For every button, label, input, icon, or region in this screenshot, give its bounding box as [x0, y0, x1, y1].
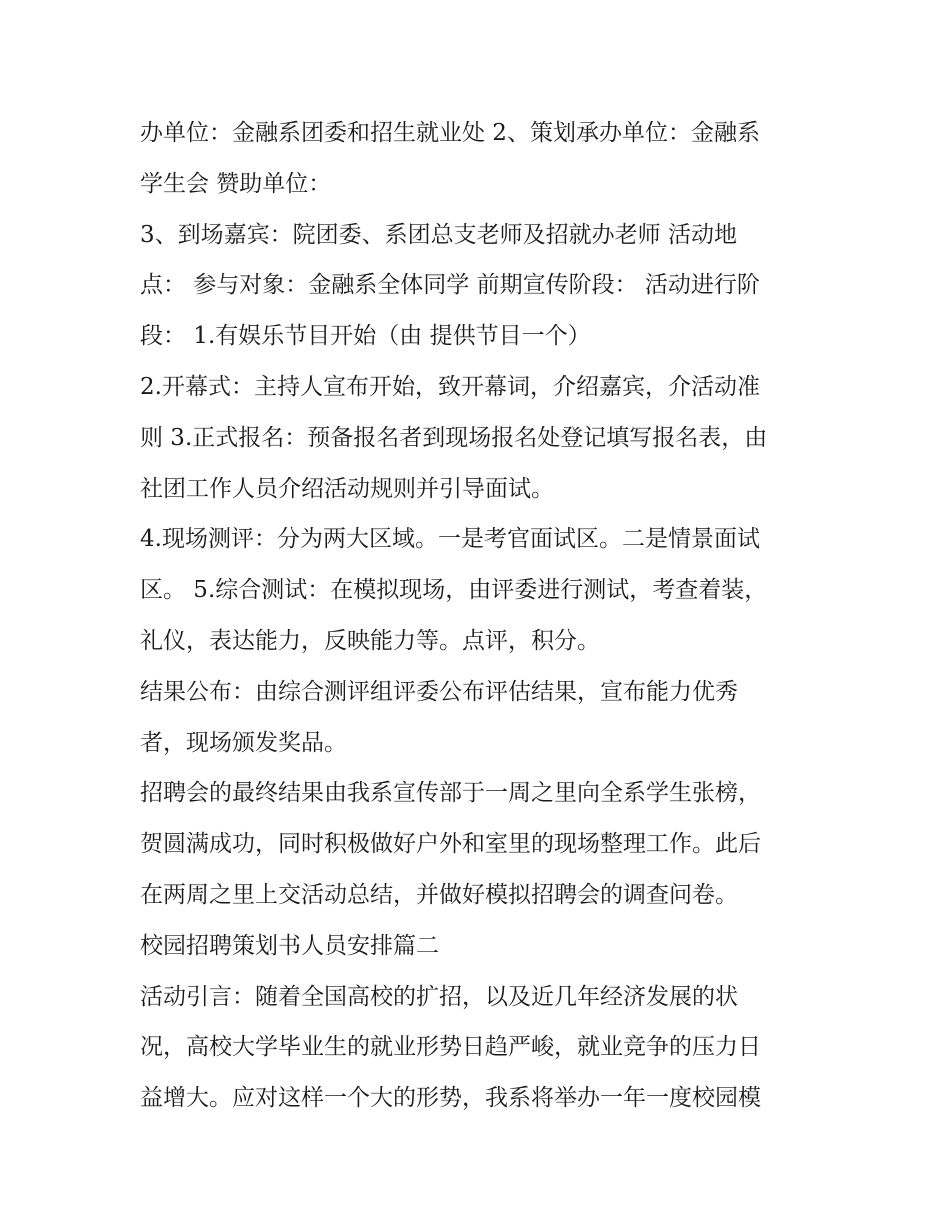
text-line: 益增大。应对这样一个大的形势，我系将举办一年一度校园模 — [140, 1085, 761, 1112]
text-line: 活动引言：随着全国高校的扩招，以及近几年经济发展的状 — [140, 983, 738, 1010]
text-line: 点： 参与对象：金融系全体同学 前期宣传阶段： 活动进行阶 — [140, 272, 760, 299]
text-line: 学生会 赞助单位： — [140, 170, 332, 197]
text-line: 贺圆满成功，同时积极做好户外和室里的现场整理工作。此后 — [140, 831, 761, 858]
text-line: 礼仪，表达能力，反映能力等。点评，积分。 — [140, 627, 600, 654]
text-line: 况，高校大学毕业生的就业形势日趋严峻，就业竞争的压力日 — [140, 1034, 761, 1061]
text-line: 4.现场测评：分为两大区域。一是考官面试区。二是情景面试 — [140, 526, 760, 553]
text-line: 2.开幕式：主持人宣布开始，致开幕词，介绍嘉宾，介活动准 — [140, 373, 760, 400]
text-line: 在两周之里上交活动总结，并做好模拟招聘会的调查问卷。 — [140, 881, 738, 908]
document-body — [140, 108, 820, 1124]
section-heading: 校园招聘策划书人员安排篇二 — [140, 932, 439, 959]
text-line: 社团工作人员介绍活动规则并引导面试。 — [140, 475, 554, 502]
text-line: 区。 5.综合测试：在模拟现场，由评委进行测试，考查着装， — [140, 577, 768, 604]
text-line: 办单位：金融系团委和招生就业处 2、策划承办单位：金融系 — [140, 120, 760, 146]
text-line: 段： 1.有娱乐节目开始（由 提供节目一个） — [140, 323, 591, 350]
text-line: 者，现场颁发奖品。 — [140, 729, 347, 756]
text-line: 则 3.正式报名：预备报名者到现场报名处登记填写报名表，由 — [140, 424, 768, 451]
text-line: 3、到场嘉宾：院团委、系团总支老师及招就办老师 活动地 — [140, 221, 737, 248]
text-line: 招聘会的最终结果由我系宣传部于一周之里向全系学生张榜， — [140, 780, 761, 807]
text-line: 结果公布：由综合测评组评委公布评估结果，宣布能力优秀 — [140, 678, 738, 705]
